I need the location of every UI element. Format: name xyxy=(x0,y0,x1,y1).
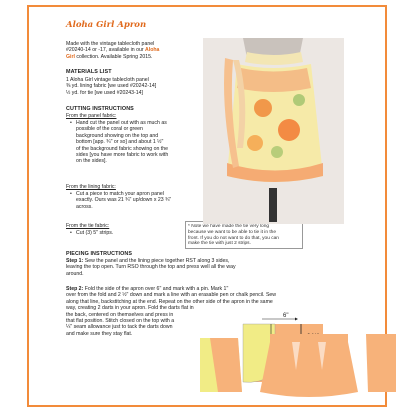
step-line: that flat position. Stitch closed on the top with a xyxy=(66,318,175,325)
instruction-line: across. xyxy=(76,203,93,210)
panel-fabric-instructions xyxy=(70,120,168,165)
materials-item: ⅜ yd. lining fabric [we used #20242-14] xyxy=(66,83,157,90)
instruction-line: • Hand cut the panel out with as much as xyxy=(76,120,167,126)
instruction-line: • Cut a piece to match your apron panel xyxy=(76,191,164,197)
step-line: Step 2: Fold the side of the apron over 6" and mark with a pin. Mark 1" xyxy=(66,286,229,292)
tie-fabric-instructions xyxy=(70,230,113,236)
panel-fabric-label: From the panel fabric: xyxy=(66,113,117,119)
intro-line: Girl collection. Available Spring 2015. xyxy=(66,53,153,60)
step-line: way, creating 2 darts in your apron. Fold the darts flat in xyxy=(66,305,194,312)
darts-diagram xyxy=(198,330,398,400)
materials-header: MATERIALS LIST xyxy=(66,69,112,75)
step-line: leaving the top open. Turn RSO through the top and press well all the way xyxy=(66,264,236,271)
apron-photo-svg xyxy=(203,38,344,224)
apron-photo xyxy=(203,38,344,224)
note-line: * Note we have made the tie very long xyxy=(188,224,270,229)
step-line: and make sure they stay flat. xyxy=(66,330,133,337)
tie-note-box xyxy=(185,221,303,249)
materials-list xyxy=(66,77,156,96)
step-line: over from the fold and 2 ½" down and mark a line with an erasable pen or chalk pencil. Sew xyxy=(66,292,277,299)
intro-line: #20240-14 or -17, available in our Aloha xyxy=(66,47,160,54)
cutting-header: CUTTING INSTRUCTIONS xyxy=(66,106,134,112)
instruction-line: • Cut (3) 5" strips. xyxy=(76,230,114,236)
apron-with-darts xyxy=(260,334,358,397)
note-line: front. If you do not want to do that, you can xyxy=(188,235,279,241)
step-line: the back, centered on themselves and press in xyxy=(66,311,174,318)
note-line: make the tie with just 2 strips. xyxy=(188,241,251,247)
instruction-line: sides [you have more fabric to work with xyxy=(76,152,169,159)
step-line: along that line, backstitching at the end. Repeat on the other side of the apron in the same xyxy=(66,298,273,305)
materials-item: ½ yd. for tie [we used #20243-14] xyxy=(66,89,143,96)
lining-fabric-instructions xyxy=(70,191,171,210)
materials-item: 1 Aloha Girl vintage tablecloth panel xyxy=(66,77,149,83)
step-1 xyxy=(66,258,346,277)
tie-fabric-label: From the tie fabric: xyxy=(66,223,110,229)
page-title: Aloha Girl Apron xyxy=(66,20,147,30)
instruction-line: bottom [app. ¾" or so] and about 1 ½" xyxy=(76,139,164,146)
step-line: ¼" seam allowance just to tack the darts down xyxy=(66,324,173,331)
step-line: Step 1: Sew the panel and the lining piece together RST along 3 sides, xyxy=(66,258,230,264)
apron-back-view xyxy=(366,334,396,392)
instruction-line: background showing on the top and xyxy=(76,132,159,139)
instruction-line: on the sides]. xyxy=(76,158,107,165)
piecing-header: PIECING INSTRUCTIONS xyxy=(66,251,133,257)
lining-fabric-label: From the lining fabric: xyxy=(66,184,116,190)
instruction-line: possible of the coral or green xyxy=(76,126,143,133)
intro-line: Made with the vintage tablecloth panel xyxy=(66,41,155,47)
instruction-line: of the background fabric showing on the xyxy=(76,145,168,152)
intro xyxy=(66,41,159,60)
note-line: because we want to be able to tie it in the xyxy=(188,229,277,235)
dim-width-label: 6" xyxy=(283,313,289,319)
dress-form-stand xyxy=(269,188,277,222)
step-line: around. xyxy=(66,270,84,277)
instruction-line: exactly. Ours was 21 ¾" up/down x 23 ¾" xyxy=(76,197,172,204)
